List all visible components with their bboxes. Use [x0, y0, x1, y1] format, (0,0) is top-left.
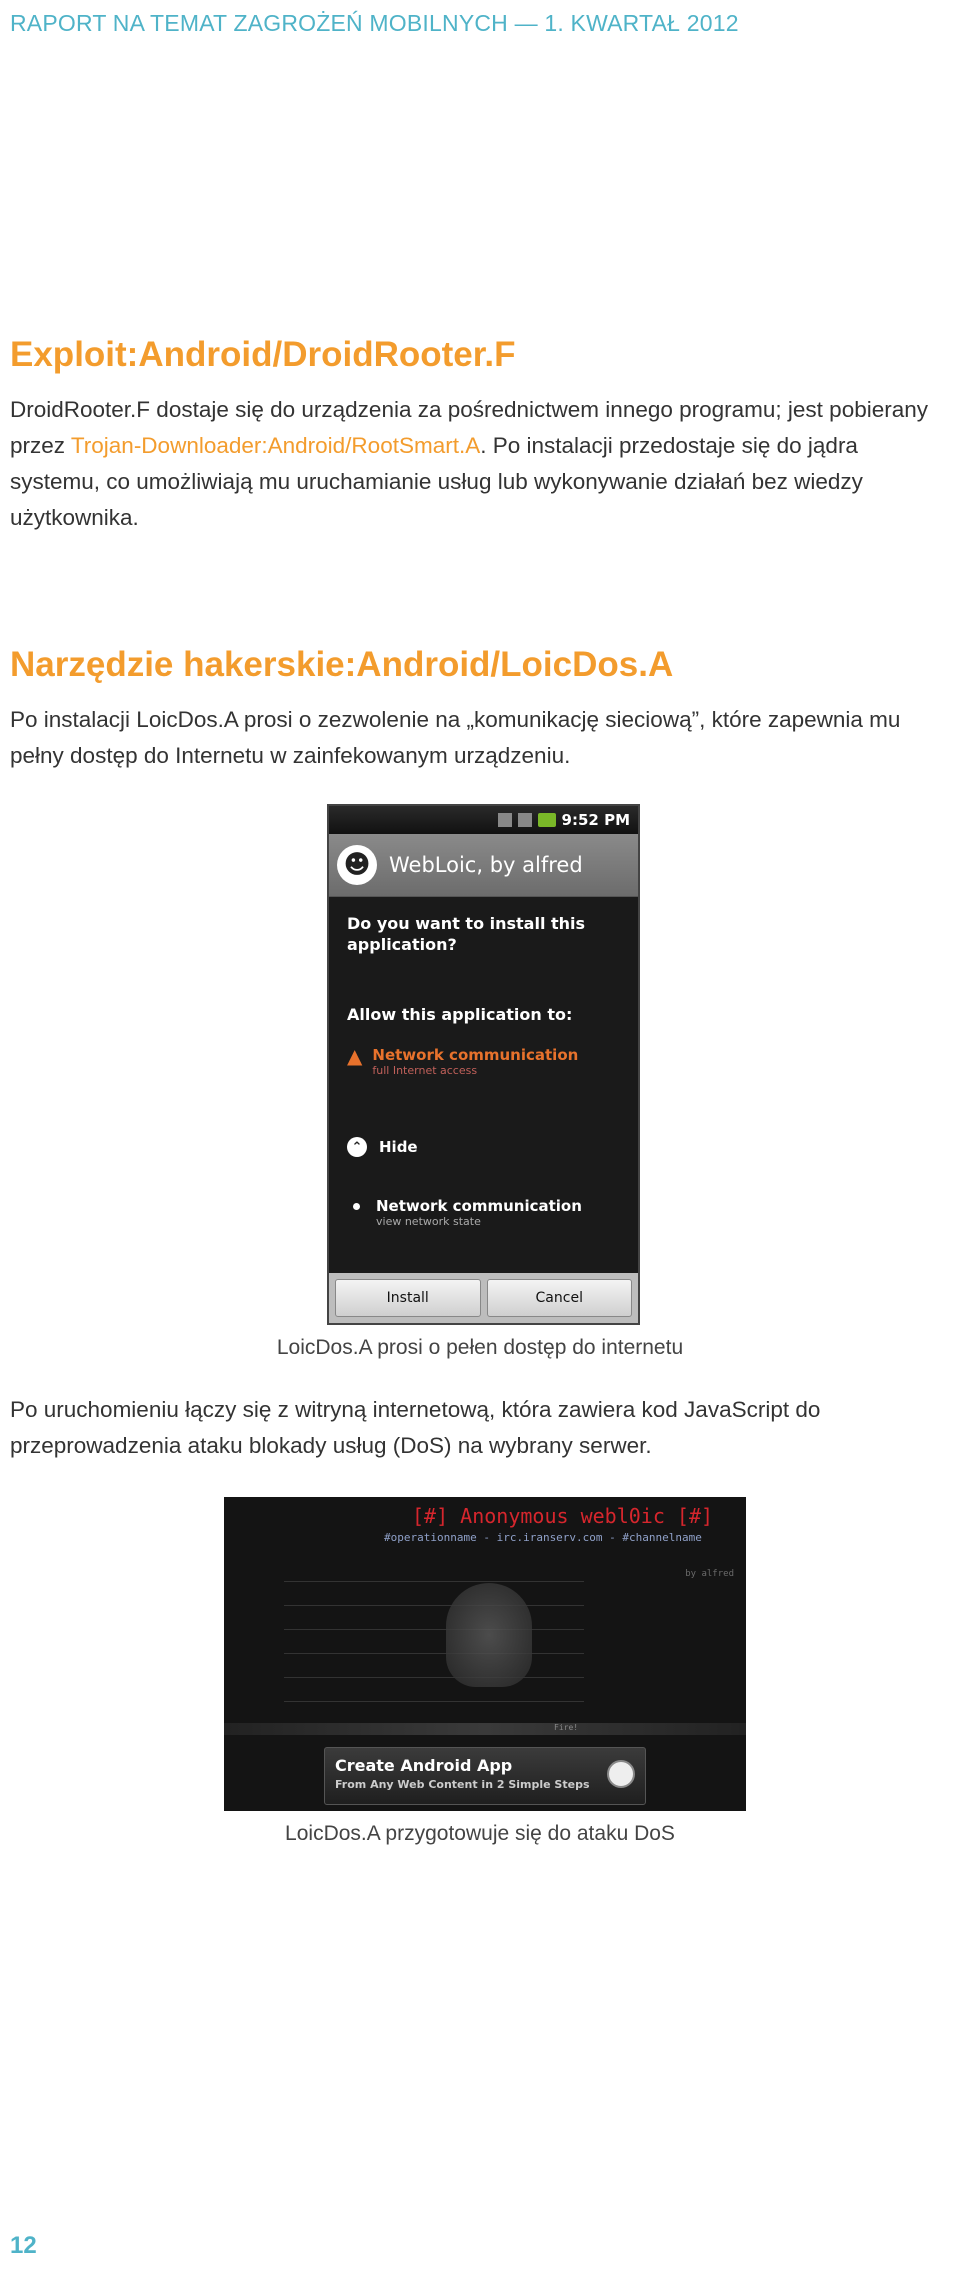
fire-label: Fire!: [554, 1723, 579, 1732]
install-button[interactable]: Install: [335, 1279, 481, 1317]
phone-content: [329, 897, 638, 1228]
hide-toggle[interactable]: [347, 1137, 624, 1157]
fire-button[interactable]: [224, 1723, 746, 1735]
permission-network-state: [347, 1197, 624, 1228]
permission-subtitle: full Internet access: [372, 1064, 478, 1077]
form-line: [284, 1653, 584, 1654]
usb-icon: [498, 813, 512, 827]
warning-icon: ▲: [347, 1044, 363, 1068]
phone-status-bar: [329, 806, 638, 834]
android-install-screenshot: [327, 804, 640, 1325]
form-line: [284, 1581, 584, 1582]
form-line: [284, 1605, 584, 1606]
form-line: [284, 1629, 584, 1630]
phone-time: 9:52 PM: [561, 811, 630, 829]
permission-network: [347, 1046, 624, 1077]
anonymous-mask-icon: [446, 1583, 532, 1687]
webloic-screenshot: [224, 1497, 746, 1811]
running-header: RAPORT NA TEMAT ZAGROŻEŃ MOBILNYCH — 1. KWARTAŁ 2012: [10, 10, 739, 36]
section-title-loicdos: Narzędzie hakerskie:Android/LoicDos.A: [10, 645, 674, 684]
phone-button-bar: [329, 1273, 638, 1323]
network-state-title: Network communication: [376, 1197, 582, 1215]
phone-app-title: WebLoic, by alfred: [389, 853, 583, 877]
caption-install: LoicDos.A prosi o pełen dostęp do internetu: [276, 1336, 684, 1359]
rootsmart-link[interactable]: Trojan-Downloader:Android/RootSmart.A: [70, 433, 481, 458]
caption-dos: LoicDos.A przygotowuje się do ataku DoS: [285, 1822, 675, 1845]
battery-icon: [538, 813, 556, 827]
phone-title-bar: [329, 834, 638, 897]
loicdos-description: Po instalacji LoicDos.A prosi o zezwolenie na „komunikację sieciową”, które zapewnia mu pełny dostęp do Internetu w zainfekowanym urządzeniu.: [10, 707, 901, 768]
section-title-droidrooter: Exploit:Android/DroidRooter.F: [10, 335, 516, 374]
ad-banner[interactable]: [324, 1747, 646, 1805]
droidrooter-text-1: DroidRooter.F dostaje się do urządzenia za pośrednictwem innego programu; jest pobierany przez: [10, 397, 929, 458]
page-number: 12: [10, 2232, 37, 2259]
webloic-author: by alfred: [685, 1569, 734, 1579]
chevron-up-icon: ⌃: [347, 1137, 367, 1157]
allow-label: Allow this application to:: [347, 1005, 573, 1024]
form-line: [284, 1701, 584, 1702]
form-line: [284, 1677, 584, 1678]
permission-title: Network communication: [372, 1046, 579, 1064]
network-state-subtitle: view network state: [376, 1215, 481, 1228]
cancel-button[interactable]: Cancel: [487, 1279, 633, 1317]
install-question: Do you want to install this application?: [347, 914, 586, 954]
ad-subtitle: From Any Web Content in 2 Simple Steps: [335, 1778, 590, 1791]
webloic-title: [#] Anonymous webl0ic [#]: [412, 1504, 714, 1528]
droidrooter-text-2: . Po instalacji przedostaje się do jądra systemu, co umożliwiają mu uruchamianie usług lub wykonywanie działań bez wiedzy użytkownika.: [10, 433, 863, 530]
loicdos-attack-description: Po uruchomieniu łączy się z witryną internetową, która zawiera kod JavaScript do przeprowadzenia ataku blokady usług (DoS) na wybrany serwer.: [10, 1397, 821, 1458]
ad-title: Create Android App: [335, 1756, 513, 1775]
webloic-subtitle: #operationname - irc.iranserv.com - #channelname: [384, 1531, 702, 1544]
signal-icon: [518, 813, 532, 827]
anonymous-avatar-icon: ☻: [337, 845, 377, 885]
globe-icon: [607, 1760, 635, 1788]
droidrooter-description: [10, 392, 950, 536]
hide-label: Hide: [379, 1138, 418, 1156]
bullet-icon: [353, 1203, 360, 1210]
